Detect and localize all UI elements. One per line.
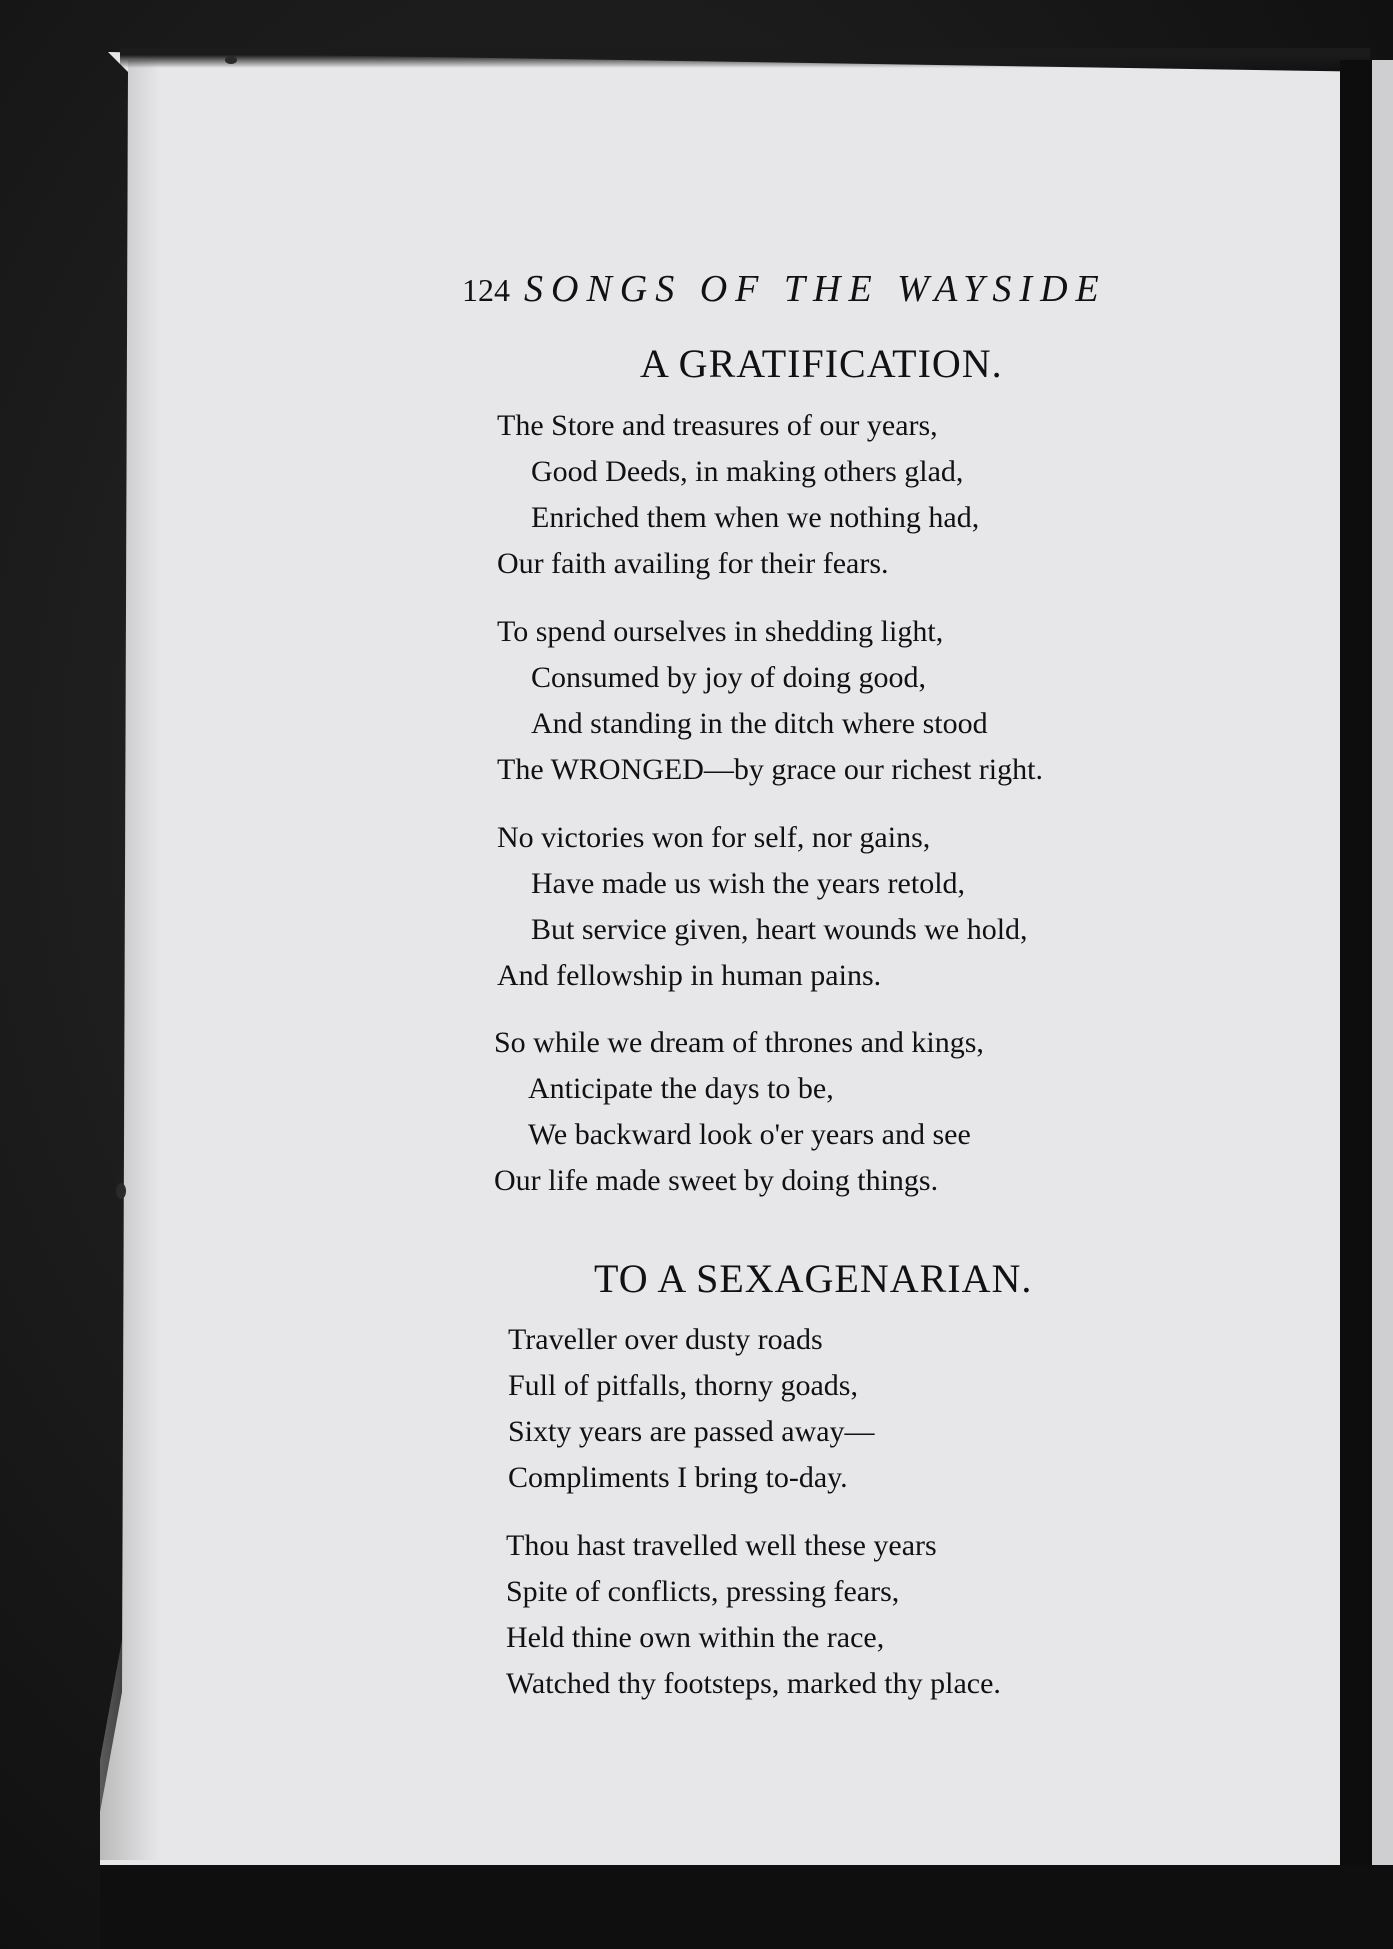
page-number: 124 <box>462 272 510 308</box>
stanza <box>506 1523 1001 1707</box>
verse-line: So while we dream of thrones and kings, <box>494 1026 984 1059</box>
scan-speck <box>116 1183 126 1199</box>
verse-line: Consumed by joy of doing good, <box>531 661 926 694</box>
verse-line: Our faith availing for their fears. <box>497 547 889 580</box>
stanza <box>494 1020 984 1204</box>
verse-line: And fellowship in human pains. <box>497 959 882 992</box>
verse-line: The WRONGED—by grace our richest right. <box>497 753 1043 786</box>
verse-line: Anticipate the days to be, <box>528 1072 834 1105</box>
verse-line: Enriched them when we nothing had, <box>531 501 980 534</box>
book-title: SONGS OF THE WAYSIDE <box>524 268 1107 310</box>
verse-line: And standing in the ditch where stood <box>531 707 988 740</box>
stanza <box>497 609 1043 793</box>
verse-line: Spite of conflicts, pressing fears, <box>506 1575 900 1608</box>
verse-line: Compliments I bring to-day. <box>508 1461 848 1494</box>
verse-line: To spend ourselves in shedding light, <box>497 615 944 648</box>
poem-title: A GRATIFICATION. <box>640 341 1003 386</box>
verse-line: But service given, heart wounds we hold, <box>531 913 1028 946</box>
verse-line: Held thine own within the race, <box>506 1621 885 1654</box>
verse-line: Watched thy footsteps, marked thy place. <box>506 1667 1001 1700</box>
verse-line: The Store and treasures of our years, <box>497 409 938 442</box>
stanza <box>508 1317 875 1501</box>
verse-line: Thou hast travelled well these years <box>506 1529 937 1562</box>
verse-line: Traveller over dusty roads <box>508 1323 823 1356</box>
page-bottom-edge <box>100 1865 1393 1949</box>
verse-line: Sixty years are passed away— <box>508 1415 875 1448</box>
verse-line: Good Deeds, in making others glad, <box>531 455 964 488</box>
verse-line: Our life made sweet by doing things. <box>494 1164 939 1197</box>
scan-speck <box>225 56 237 64</box>
stanza <box>497 403 979 587</box>
next-page-edge <box>1372 60 1393 1880</box>
stanza <box>497 815 1028 999</box>
verse-line: No victories won for self, nor gains, <box>497 821 931 854</box>
poem-title: TO A SEXAGENARIAN. <box>594 1256 1033 1301</box>
verse-line: Full of pitfalls, thorny goads, <box>508 1369 858 1402</box>
page-top-edge <box>120 48 1370 68</box>
running-head <box>462 266 1107 313</box>
verse-line: Have made us wish the years retold, <box>531 867 966 900</box>
verse-line: We backward look o'er years and see <box>528 1118 971 1151</box>
